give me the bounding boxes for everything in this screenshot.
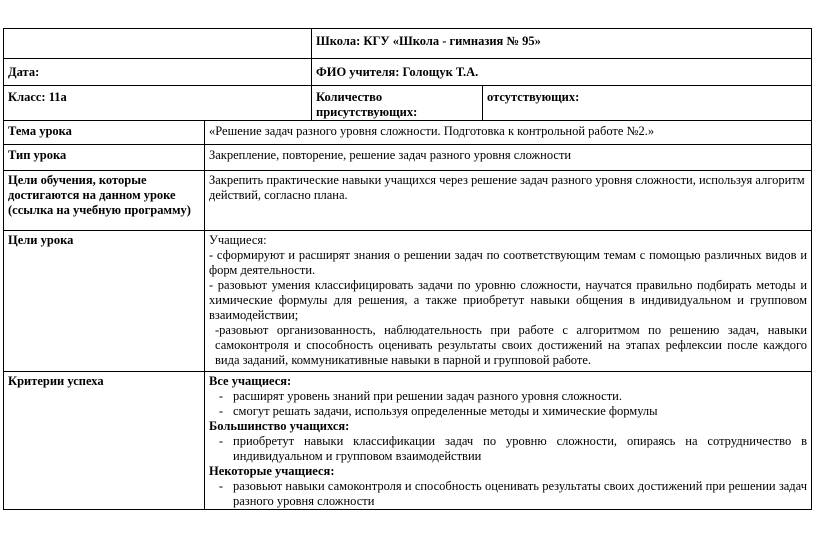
lesson-goals-label: Цели урока: [4, 231, 205, 372]
topic-label: Тема урока: [4, 121, 205, 145]
criteria-group-title: Большинство учащихся:: [209, 419, 350, 433]
criteria-item-text: разовьют навыки самоконтроля и способность оценивать результаты своих достижений при решении задач разного уровня сложности: [233, 479, 808, 508]
success-criteria-value: [205, 372, 812, 510]
criteria-item-text: приобретут навыки классификации задач по уровню сложности, опираясь на сотрудничество в индивидуальном и групповом взаимодействии: [233, 434, 808, 463]
topic-value: «Решение задач разного уровня сложности. Подготовка к контрольной работе №2.»: [205, 121, 812, 145]
empty-cell: [4, 29, 312, 59]
topic-row: [4, 121, 812, 145]
teacher-name: ФИО учителя: Голощук Т.А.: [312, 59, 812, 86]
date-row: [4, 59, 812, 86]
type-row: [4, 145, 812, 171]
lesson-goals-value: [205, 231, 812, 372]
criteria-item-text: смогут решать задачи, используя определенные методы и химические формулы: [233, 404, 658, 418]
criteria-item: [209, 434, 807, 464]
criteria-item: [209, 404, 807, 419]
class-label: Класс: 11а: [4, 86, 312, 121]
type-label: Тип урока: [4, 145, 205, 171]
success-criteria-label: Критерии успеха: [4, 372, 205, 510]
lesson-goals-row: [4, 231, 812, 372]
lesson-goal-item: - разовьют умения классифицировать задачи по уровню сложности, научатся правильно подбирать методы и химические формулы для решения, а также приобретут навыки общения в индивидуальном и групповом взаимодействии;: [209, 278, 808, 322]
dash-marker: -: [218, 404, 224, 418]
lesson-goal-item: - сформируют и расширят знания о решении задач по соответствующим темам с помощью различных видов и форм деятельности.: [209, 248, 808, 277]
school-name: Школа: КГУ «Школа - гимназия № 95»: [312, 29, 812, 59]
class-row: [4, 86, 812, 121]
lesson-goals-intro: Учащиеся:: [209, 233, 267, 247]
lesson-goal-item: -разовьют организованность, наблюдательность при работе с алгоритмом по решению задач, навыки самоконтроля и способность оценивать результаты своих достижений на этапах рефлексии после каждого вида заданий, коммуникативные навыки в парной и групповой работе.: [215, 323, 808, 367]
learning-goals-value: Закрепить практические навыки учащихся через решение задач разного уровня сложности, используя алгоритм действий, согласно плана.: [205, 171, 812, 231]
absent-count-label: отсутствующих:: [483, 86, 812, 121]
criteria-group-title: Все учащиеся:: [209, 374, 292, 388]
type-value: Закрепление, повторение, решение задач разного уровня сложности: [205, 145, 812, 171]
criteria-group-title: Некоторые учащиеся:: [209, 464, 335, 478]
criteria-item-text: расширят уровень знаний при решении задач разного уровня сложности.: [233, 389, 623, 403]
success-criteria-row: [4, 372, 812, 510]
learning-goals-label: Цели обучения, которые достигаются на данном уроке (ссылка на учебную программу): [4, 171, 205, 231]
date-label: Дата:: [4, 59, 312, 86]
present-count-label: Количество присутствующих:: [312, 86, 483, 121]
criteria-item: [209, 389, 807, 404]
lesson-plan-table: [3, 28, 812, 510]
dash-marker: -: [218, 389, 224, 403]
school-row: [4, 29, 812, 59]
dash-marker: -: [218, 434, 224, 448]
dash-marker: -: [218, 479, 224, 493]
learning-goals-row: [4, 171, 812, 231]
criteria-item: [209, 479, 807, 509]
